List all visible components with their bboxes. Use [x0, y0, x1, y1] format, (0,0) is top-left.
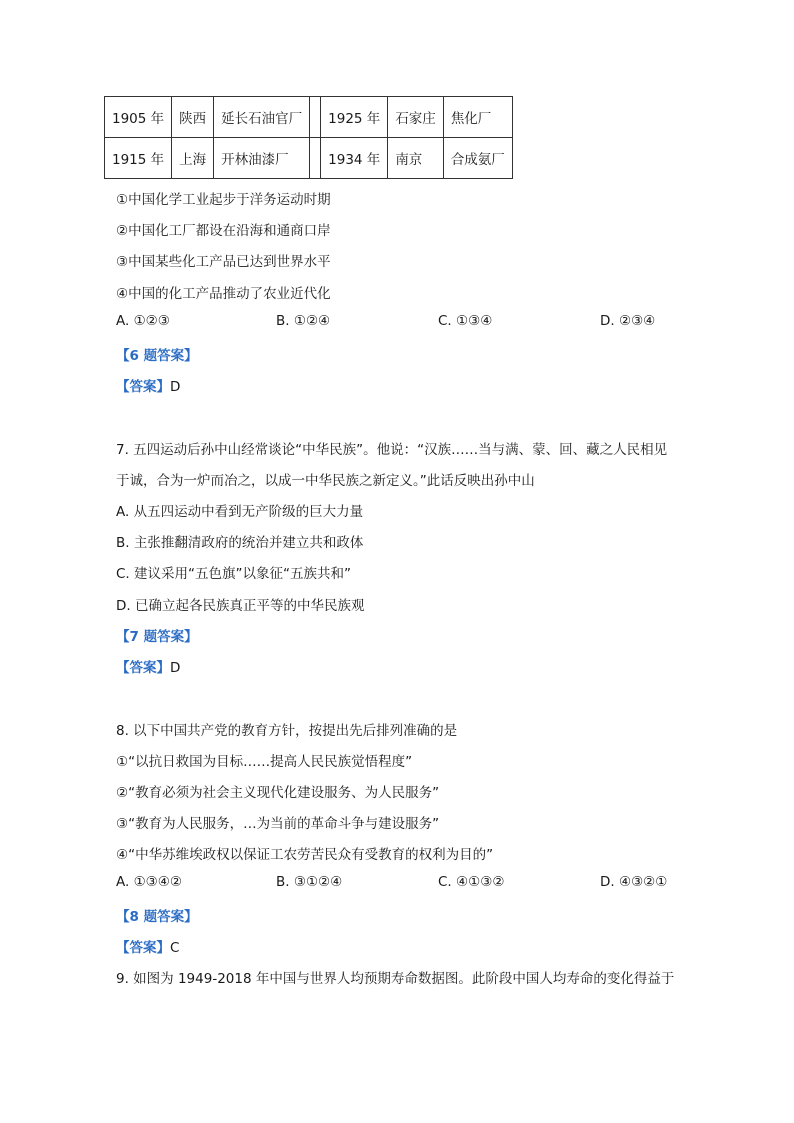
q6-option-b: B. ①②④ — [276, 313, 331, 329]
table-cell: 1925 年 — [321, 97, 388, 138]
table-row — [105, 138, 513, 179]
q7-option-d: D. 已确立起各民族真正平等的中华民族观 — [116, 598, 365, 614]
q8-statement-1: ①“以抗日救国为目标……提高人民民族觉悟程度” — [116, 754, 413, 770]
q8-statement-2: ②“教育必须为社会主义现代化建设服务、为人民服务” — [116, 785, 440, 801]
table-row — [105, 97, 513, 138]
q6-option-a: A. ①②③ — [116, 313, 170, 329]
q6-statement-4: ④中国的化工产品推动了农业近代化 — [116, 286, 331, 302]
q7-option-a: A. 从五四运动中看到无产阶级的巨大力量 — [116, 504, 364, 520]
q8-option-a: A. ①③④② — [116, 874, 182, 890]
table-cell: 陕西 — [172, 97, 214, 138]
q8-statement-4: ④“中华苏维埃政权以保证工农劳苦民众有受教育的权利为目的” — [116, 847, 494, 863]
answer-label: 【答案】 — [116, 940, 170, 956]
factory-table — [104, 96, 513, 179]
q7-stem-line-2: 于诚，合为一炉而冶之，以成一中华民族之新定义。”此话反映出孙中山 — [116, 473, 535, 489]
table-cell: 上海 — [172, 138, 214, 179]
table-cell: 焦化厂 — [443, 97, 512, 138]
answer-value: D — [170, 379, 181, 395]
q8-option-d: D. ④③②① — [600, 874, 668, 890]
q6-answer-header: 【6 题答案】 — [116, 348, 198, 364]
q8-answer — [116, 936, 179, 956]
q9-stem: 9. 如图为 1949-2018 年中国与世界人均预期寿命数据图。此阶段中国人均寿命的变化得益于 — [116, 971, 675, 987]
q6-option-c: C. ①③④ — [438, 313, 493, 329]
answer-value: D — [170, 660, 181, 676]
q6-option-d: D. ②③④ — [600, 313, 656, 329]
q8-stem: 8. 以下中国共产党的教育方针，按提出先后排列准确的是 — [116, 723, 458, 739]
table-spacer — [310, 97, 321, 138]
q8-option-c: C. ④①③② — [438, 874, 505, 890]
table-cell: 南京 — [388, 138, 444, 179]
table-cell: 开林油漆厂 — [214, 138, 310, 179]
q8-statement-3: ③“教育为人民服务，…为当前的革命斗争与建设服务” — [116, 816, 440, 832]
q7-stem-line-1: 7. 五四运动后孙中山经常谈论“中华民族”。他说：“汉族……当与满、蒙、回、藏之人民相见 — [116, 442, 668, 458]
table-cell: 石家庄 — [388, 97, 444, 138]
q8-answer-header: 【8 题答案】 — [116, 909, 198, 925]
q7-option-c: C. 建议采用“五色旗”以象征“五族共和” — [116, 566, 351, 582]
table-cell: 1905 年 — [105, 97, 172, 138]
table-cell: 1934 年 — [321, 138, 388, 179]
q6-statement-1: ①中国化学工业起步于洋务运动时期 — [116, 192, 331, 208]
q7-option-b: B. 主张推翻清政府的统治并建立共和政体 — [116, 535, 364, 551]
table-cell: 延长石油官厂 — [214, 97, 310, 138]
q7-answer-header: 【7 题答案】 — [116, 629, 198, 645]
answer-value: C — [170, 940, 180, 956]
answer-label: 【答案】 — [116, 660, 170, 676]
q7-answer — [116, 656, 180, 676]
q6-statement-3: ③中国某些化工产品已达到世界水平 — [116, 254, 331, 270]
table-cell: 1915 年 — [105, 138, 172, 179]
q8-option-b: B. ③①②④ — [276, 874, 343, 890]
table-spacer — [310, 138, 321, 179]
q6-answer — [116, 375, 180, 395]
answer-label: 【答案】 — [116, 379, 170, 395]
table-cell: 合成氨厂 — [443, 138, 512, 179]
q6-statement-2: ②中国化工厂都设在沿海和通商口岸 — [116, 223, 331, 239]
